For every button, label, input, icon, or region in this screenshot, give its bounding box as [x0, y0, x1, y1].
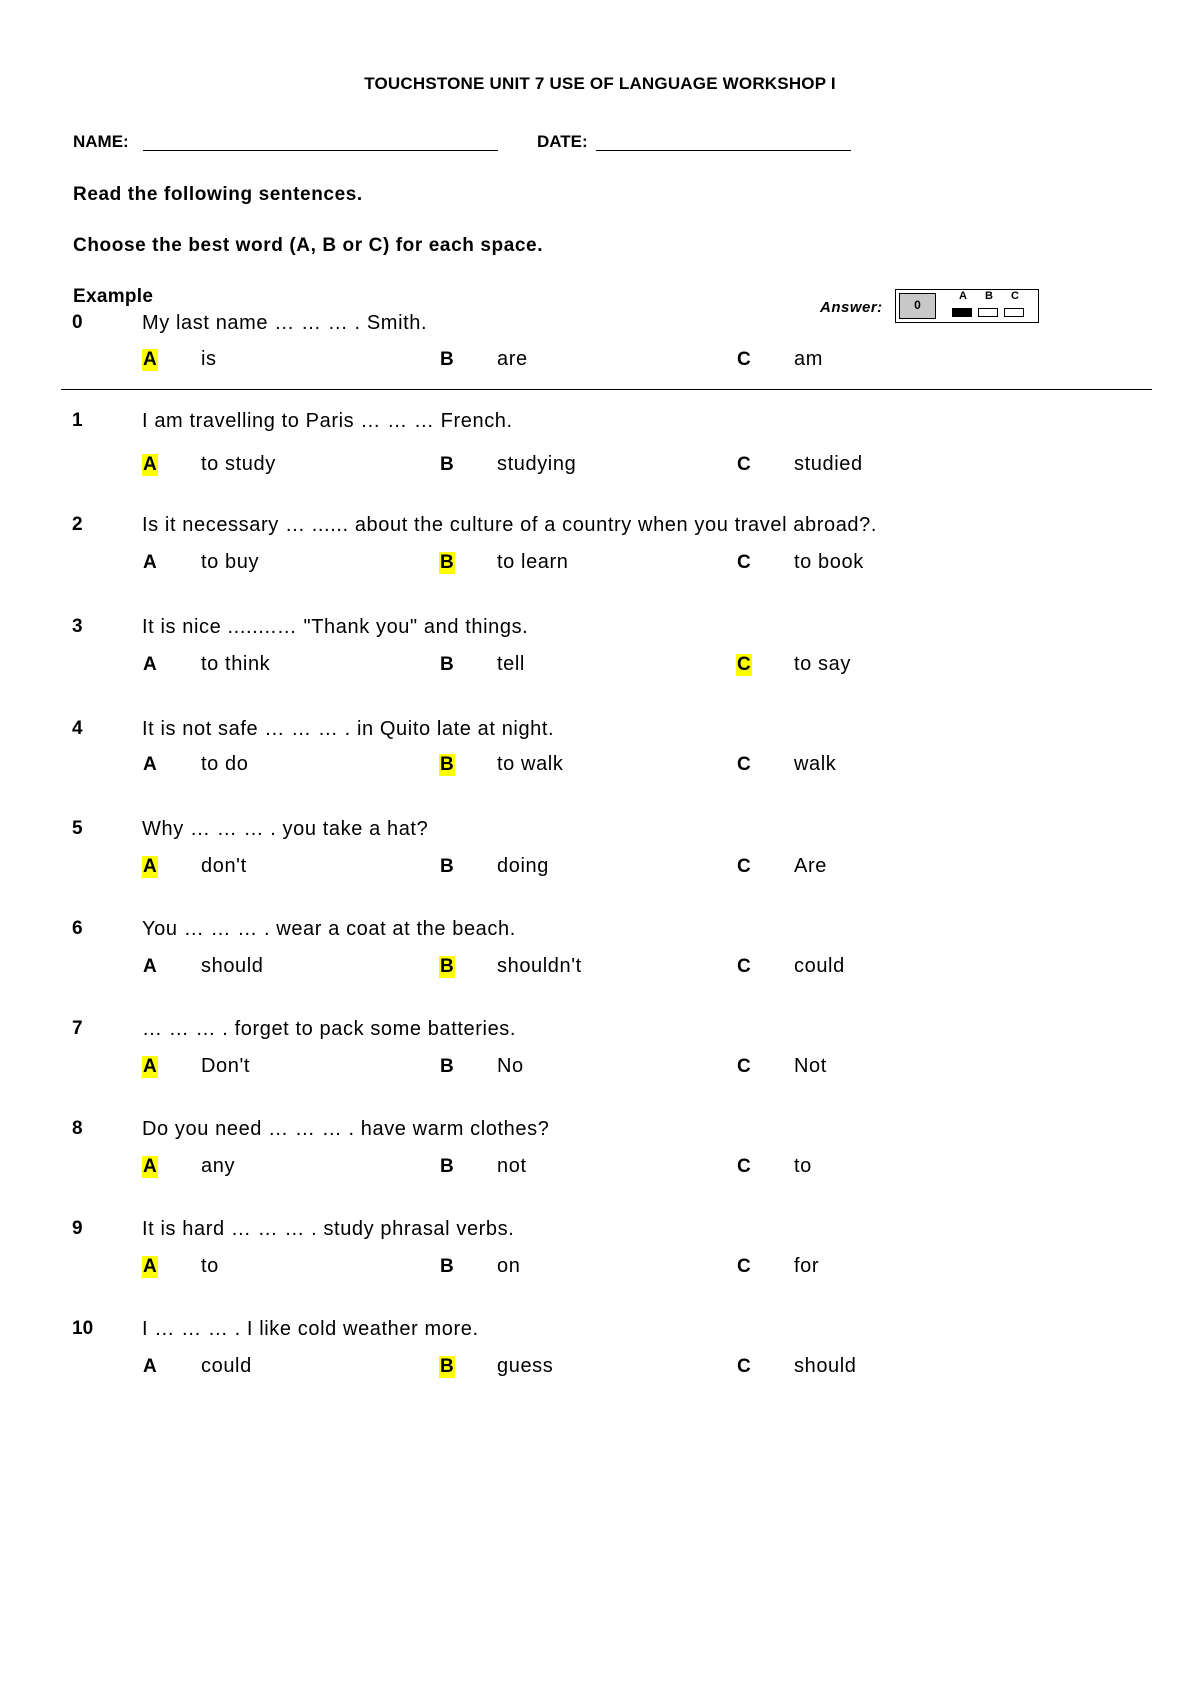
option-text-c[interactable]: am [794, 348, 823, 370]
option-letter-c[interactable]: C [737, 552, 751, 573]
answer-key-letter-c: C [1011, 290, 1019, 302]
option-text-c[interactable]: to book [794, 551, 864, 573]
question-text: It is not safe … … … . in Quito late at night. [142, 718, 555, 740]
option-letter-c[interactable]: C [737, 754, 751, 775]
example-label: Example [73, 286, 154, 307]
option-letter-a[interactable]: A [143, 856, 157, 877]
option-letter-c[interactable]: C [737, 1356, 751, 1377]
answer-key-box-a [952, 308, 972, 317]
option-letter-a[interactable]: A [143, 956, 157, 977]
option-letter-a[interactable]: A [143, 349, 157, 370]
option-letter-b[interactable]: B [440, 654, 454, 675]
option-letter-a[interactable]: A [143, 1056, 157, 1077]
question-number: 4 [72, 718, 83, 739]
answer-label: Answer: [820, 299, 883, 316]
option-letter-b[interactable]: B [440, 1156, 454, 1177]
option-text-a[interactable]: to do [201, 753, 249, 775]
option-letter-c[interactable]: C [737, 856, 751, 877]
option-letter-a[interactable]: A [143, 754, 157, 775]
option-letter-b[interactable]: B [440, 454, 454, 475]
option-text-a[interactable]: to [201, 1255, 219, 1277]
question-number: 2 [72, 514, 83, 535]
answer-key-letter-a: A [959, 290, 967, 302]
question-number: 5 [72, 818, 83, 839]
option-letter-c[interactable]: C [737, 654, 751, 675]
question-number: 6 [72, 918, 83, 939]
name-label: NAME: [73, 132, 129, 151]
option-text-a[interactable]: is [201, 348, 217, 370]
option-text-a[interactable]: any [201, 1155, 236, 1177]
option-letter-c[interactable]: C [737, 956, 751, 977]
option-letter-a[interactable]: A [143, 1356, 157, 1377]
answer-key-box [895, 289, 1039, 323]
option-letter-b[interactable]: B [440, 956, 454, 977]
worksheet-title: TOUCHSTONE UNIT 7 USE OF LANGUAGE WORKSHOP I [364, 74, 836, 93]
option-text-a[interactable]: don't [201, 855, 247, 877]
instruction-choose: Choose the best word (A, B or C) for each space. [73, 235, 544, 256]
option-text-b[interactable]: to walk [497, 753, 564, 775]
option-text-c[interactable]: Not [794, 1055, 827, 1077]
question-text: Is it necessary … ...... about the culture of a country when you travel abroad?. [142, 514, 878, 536]
option-text-c[interactable]: could [794, 955, 845, 977]
option-letter-a[interactable]: A [143, 1156, 157, 1177]
option-letter-b[interactable]: B [440, 552, 454, 573]
question-number: 0 [72, 312, 83, 333]
question-text: … … … . forget to pack some batteries. [142, 1018, 517, 1040]
option-text-c[interactable]: studied [794, 453, 863, 475]
option-text-b[interactable]: studying [497, 453, 577, 475]
name-field-line[interactable] [143, 150, 498, 151]
option-letter-b[interactable]: B [440, 349, 454, 370]
option-letter-c[interactable]: C [737, 349, 751, 370]
option-text-b[interactable]: on [497, 1255, 521, 1277]
option-text-a[interactable]: to buy [201, 551, 260, 573]
option-text-a[interactable]: to study [201, 453, 276, 475]
option-text-a[interactable]: to think [201, 653, 271, 675]
date-field-line[interactable] [596, 150, 851, 151]
question-number: 9 [72, 1218, 83, 1239]
question-text: I am travelling to Paris … … … French. [142, 410, 513, 432]
answer-key-number: 0 [899, 293, 936, 319]
option-letter-b[interactable]: B [440, 1356, 454, 1377]
answer-key-box-c [1004, 308, 1024, 317]
option-text-b[interactable]: are [497, 348, 528, 370]
option-text-c[interactable]: walk [794, 753, 837, 775]
option-text-c[interactable]: to [794, 1155, 812, 1177]
date-label: DATE: [537, 132, 588, 151]
question-number: 10 [72, 1318, 94, 1339]
option-letter-b[interactable]: B [440, 754, 454, 775]
question-number: 8 [72, 1118, 83, 1139]
question-number: 3 [72, 616, 83, 637]
question-text: My last name … … … . Smith. [142, 312, 428, 334]
option-letter-a[interactable]: A [143, 454, 157, 475]
option-letter-c[interactable]: C [737, 1156, 751, 1177]
option-text-b[interactable]: guess [497, 1355, 554, 1377]
option-letter-b[interactable]: B [440, 1256, 454, 1277]
option-letter-a[interactable]: A [143, 654, 157, 675]
question-text: It is hard … … … . study phrasal verbs. [142, 1218, 515, 1240]
option-letter-b[interactable]: B [440, 856, 454, 877]
option-text-c[interactable]: for [794, 1255, 820, 1277]
option-letter-a[interactable]: A [143, 1256, 157, 1277]
option-letter-c[interactable]: C [737, 1056, 751, 1077]
option-text-b[interactable]: to learn [497, 551, 569, 573]
question-text: It is nice ........… "Thank you" and things. [142, 616, 529, 638]
option-letter-a[interactable]: A [143, 552, 157, 573]
option-text-c[interactable]: should [794, 1355, 857, 1377]
question-text: I … … … . I like cold weather more. [142, 1318, 479, 1340]
option-letter-c[interactable]: C [737, 454, 751, 475]
answer-key-box-b [978, 308, 998, 317]
option-letter-b[interactable]: B [440, 1056, 454, 1077]
option-text-b[interactable]: doing [497, 855, 549, 877]
question-text: You … … … . wear a coat at the beach. [142, 918, 516, 940]
answer-key-letter-b: B [985, 290, 993, 302]
option-text-c[interactable]: to say [794, 653, 851, 675]
option-text-b[interactable]: tell [497, 653, 525, 675]
example-divider [61, 389, 1152, 390]
option-text-b[interactable]: No [497, 1055, 524, 1077]
instruction-read: Read the following sentences. [73, 184, 363, 205]
question-number: 1 [72, 410, 83, 431]
question-text: Why … … … . you take a hat? [142, 818, 429, 840]
option-text-c[interactable]: Are [794, 855, 827, 877]
question-text: Do you need … … … . have warm clothes? [142, 1118, 550, 1140]
option-text-a[interactable]: Don't [201, 1055, 251, 1077]
option-letter-c[interactable]: C [737, 1256, 751, 1277]
question-number: 7 [72, 1018, 83, 1039]
option-text-a[interactable]: should [201, 955, 264, 977]
option-text-a[interactable]: could [201, 1355, 252, 1377]
option-text-b[interactable]: not [497, 1155, 527, 1177]
option-text-b[interactable]: shouldn't [497, 955, 582, 977]
